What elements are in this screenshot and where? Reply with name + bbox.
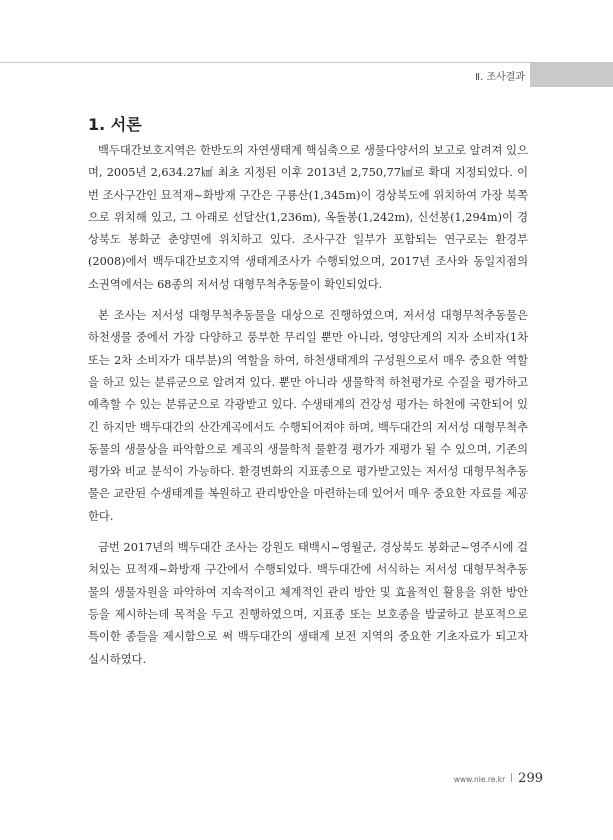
paragraph-1: 백두대간보호지역은 한반도의 자연생태계 핵심축으로 생물다양서의 보고로 알려져 있으며, 2005년 2,634.27㎢ 최초 지정된 이후 2013년 2,750,77㎢로 확대 지정되었다. 이번 조사구간인 묘적재~화방재 구간은 구룡산(1,345m)이 경상북도에 위치하여 가장 북쪽으로 위치해 있고, 그 아래로 선달산(1,236m), 옥돌봉(1,242m), 신선봉(1,294m)이 경상북도 봉화군 춘양면에 위치하고 있다. 조사구간 일부가 포함되는 연구로는 환경부(2008)에서 백두대간보호지역 생태계조사가 수행되었으며, 2017년 조사와 동일지점의 소권역에서는 68종의 저서성 대형무척추동물이 확인되었다. [88,144,528,291]
running-header-section: Ⅱ. 조사결과 [475,71,525,83]
section-title: 1. 서론 [88,115,142,134]
running-header [467,63,613,87]
footer-url: www.nie.re.kr [453,775,506,784]
body-text [88,140,528,680]
paragraph-3: 금번 2017년의 백두대간 조사는 강원도 태백시~영월군, 경상북도 봉화군~영주시에 걸쳐있는 묘적재~화방재 구간에서 수행되었다. 백두대간에 서식하는 저서성 대형무척추동물의 생물자원을 파악하여 지속적이고 체계적인 관리 방안 및 효율적인 활용을 위한 방안 등을 제시하는데 목적을 두고 진행하였으며, 지표종 또는 보호종을 발굴하고 분포적으로 특이한 종들을 제시함으로 써 백두대간의 생태계 보전 지역의 중요한 기초자료가 되고자 실시하였다. [88,541,528,666]
footer-divider [511,773,512,782]
page-footer [454,771,543,786]
page-number: 299 [518,771,543,786]
paragraph-2: 본 조사는 저서성 대형무척추동물을 대상으로 진행하였으며, 저서성 대형무척추동물은 하천생물 중에서 가장 다양하고 풍부한 무리일 뿐만 아니라, 영양단계의 지자 소비자(1차 또는 2차 소비자가 대부분)의 역할을 하여, 하천생태계의 구성원으로서 매우 중요한 역할을 하고 있는 분류군으로 알려져 있다. 뿐만 아니라 생물학적 하천평가로 수질을 평가하고 예측할 수 있는 분류군으로 각광받고 있다. 수생태계의 건강성 평가는 하천에 국한되어 있긴 하지만 백두대간의 산간계곡에서도 수행되어져야 하며, 백두대간의 저서성 대형무척추동물의 생물상을 파악함으로 계곡의 생물학적 물환경 평가가 재평가 될 수 있으며, 기존의 평가와 비교 분석이 가능하다. 환경변화의 지표종으로 평가받고있는 저서성 대형무척추동물은 교란된 수생태계를 복원하고 관리방안을 마련하는데 있어서 매우 중요한 자료를 제공한다. [88,309,528,523]
